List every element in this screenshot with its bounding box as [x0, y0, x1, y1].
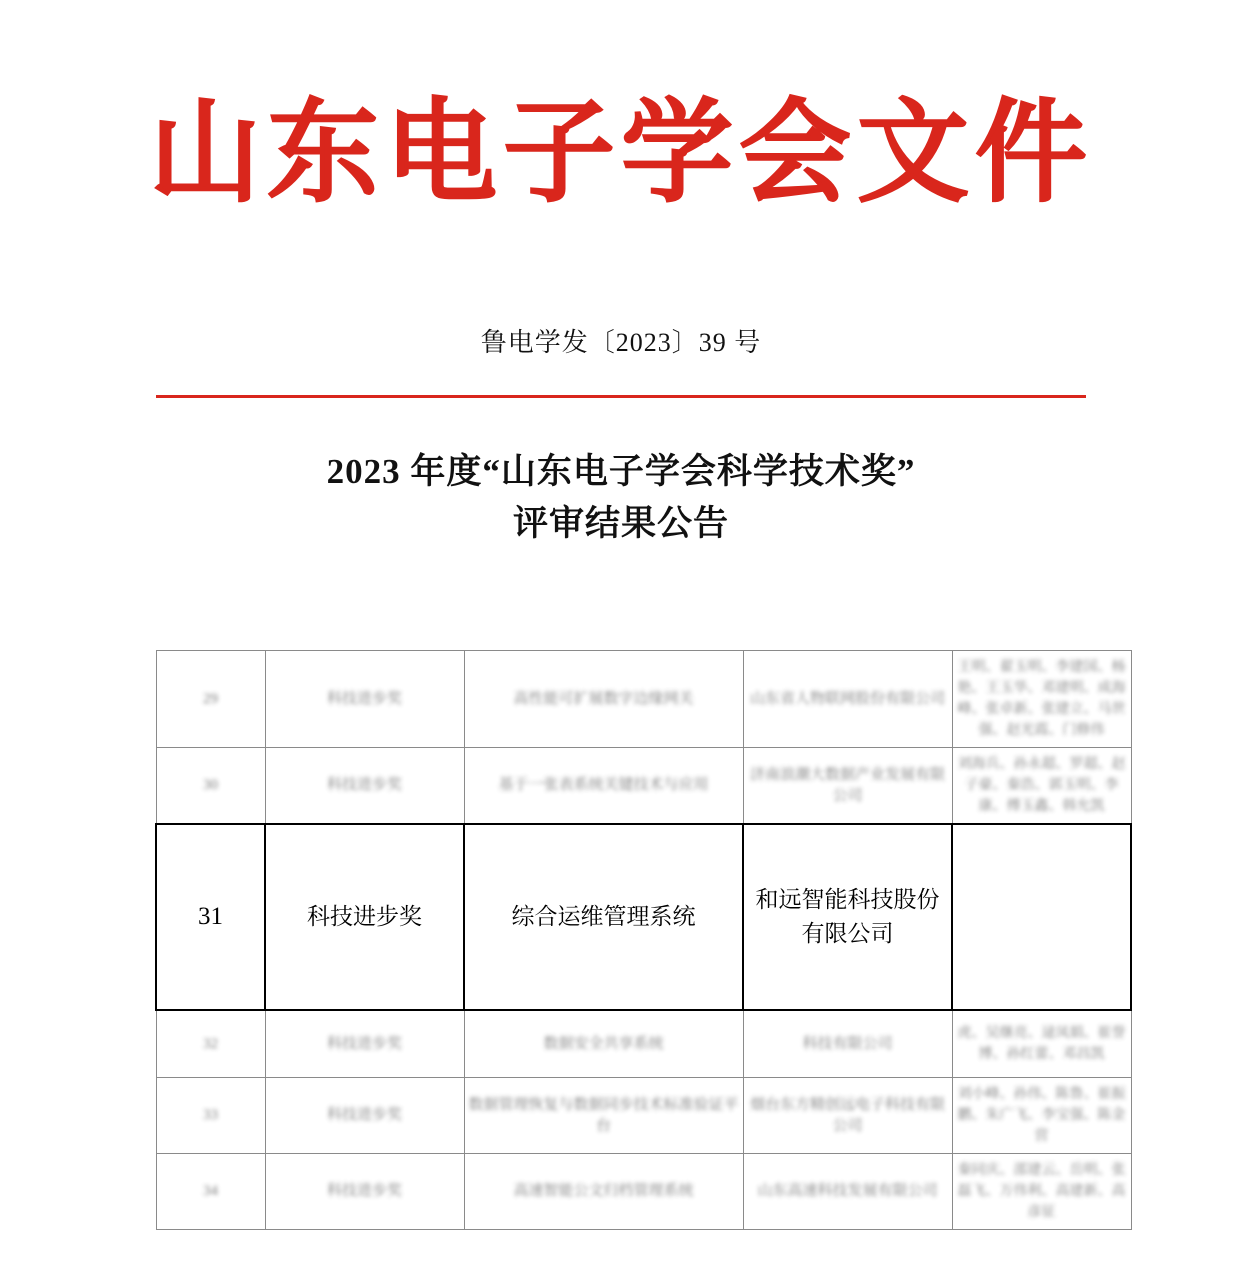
cell-people: 秦同庆、邵建云、岳明、张磊飞、万伟利、高建新、高彦征 — [952, 1154, 1131, 1230]
cell-people: 刘小峰、孙伟、陈鲁、崔振鹏、朱广飞、李宝强、陈金营 — [952, 1078, 1131, 1154]
cell-number: 32 — [156, 1010, 265, 1078]
cell-project: 数据管理恢复与数据同步技术标准验证平台 — [464, 1078, 743, 1154]
table-row — [156, 1154, 1131, 1230]
cell-organization: 山东高速科技发展有限公司 — [743, 1154, 952, 1230]
cell-number: 34 — [156, 1154, 265, 1230]
cell-organization: 山东省人物联网股份有限公司 — [743, 651, 952, 748]
cell-award-type: 科技进步奖 — [265, 1154, 464, 1230]
cell-award-type: 科技进步奖 — [265, 748, 464, 825]
table-row-highlighted — [156, 824, 1131, 1010]
cell-people: 刘海兵、孙永超、罗超、赵子豪、秦浩、郭玉明、李康、傅玉鑫、韩允凯 — [952, 748, 1131, 825]
cell-number: 29 — [156, 651, 265, 748]
cell-project: 高速智能公文归档管理系统 — [464, 1154, 743, 1230]
table-row — [156, 748, 1131, 825]
cell-people: 王明、翟玉明、李建国、杨艳、王玉华、邓建明、成海峰、张卓新、张建立、马世强、赵光霞、门修伟 — [952, 651, 1131, 748]
cell-project: 高性能可扩展数字边缘网关 — [464, 651, 743, 748]
cell-number: 31 — [156, 824, 265, 1010]
cell-organization: 科技有限公司 — [743, 1010, 952, 1078]
cell-project: 数据安全共享系统 — [464, 1010, 743, 1078]
cell-organization: 和远智能科技股份有限公司 — [743, 824, 952, 1010]
cell-people: 虎、吴继亮、逯凤娟、崔誉博、孙红蕾、邓昌凯 — [952, 1010, 1131, 1078]
table-row — [156, 1010, 1131, 1078]
cell-people — [952, 824, 1131, 1010]
table-row — [156, 1078, 1131, 1154]
red-divider — [156, 395, 1086, 398]
document-number: 鲁电学发〔2023〕39 号 — [480, 327, 762, 357]
award-results-table — [155, 650, 1126, 1230]
cell-project: 综合运维管理系统 — [464, 824, 743, 1010]
cell-number: 30 — [156, 748, 265, 825]
cell-award-type: 科技进步奖 — [265, 1010, 464, 1078]
page-title: 山东电子学会文件 — [149, 92, 1093, 216]
announcement-title-line-1: 2023 年度“山东电子学会科学技术奖” — [326, 451, 916, 491]
cell-number: 33 — [156, 1078, 265, 1154]
announcement-title-line-2: 评审结果公告 — [512, 504, 729, 544]
announcement-title — [0, 446, 1242, 551]
cell-award-type: 科技进步奖 — [265, 824, 464, 1010]
table-row — [156, 651, 1131, 748]
cell-award-type: 科技进步奖 — [265, 1078, 464, 1154]
cell-award-type: 科技进步奖 — [265, 651, 464, 748]
cell-organization: 济南浪潮大数据产业发展有限公司 — [743, 748, 952, 825]
cell-organization: 烟台东方精创远电子科技有限公司 — [743, 1078, 952, 1154]
cell-project: 基于一张表系统关键技术与应用 — [464, 748, 743, 825]
